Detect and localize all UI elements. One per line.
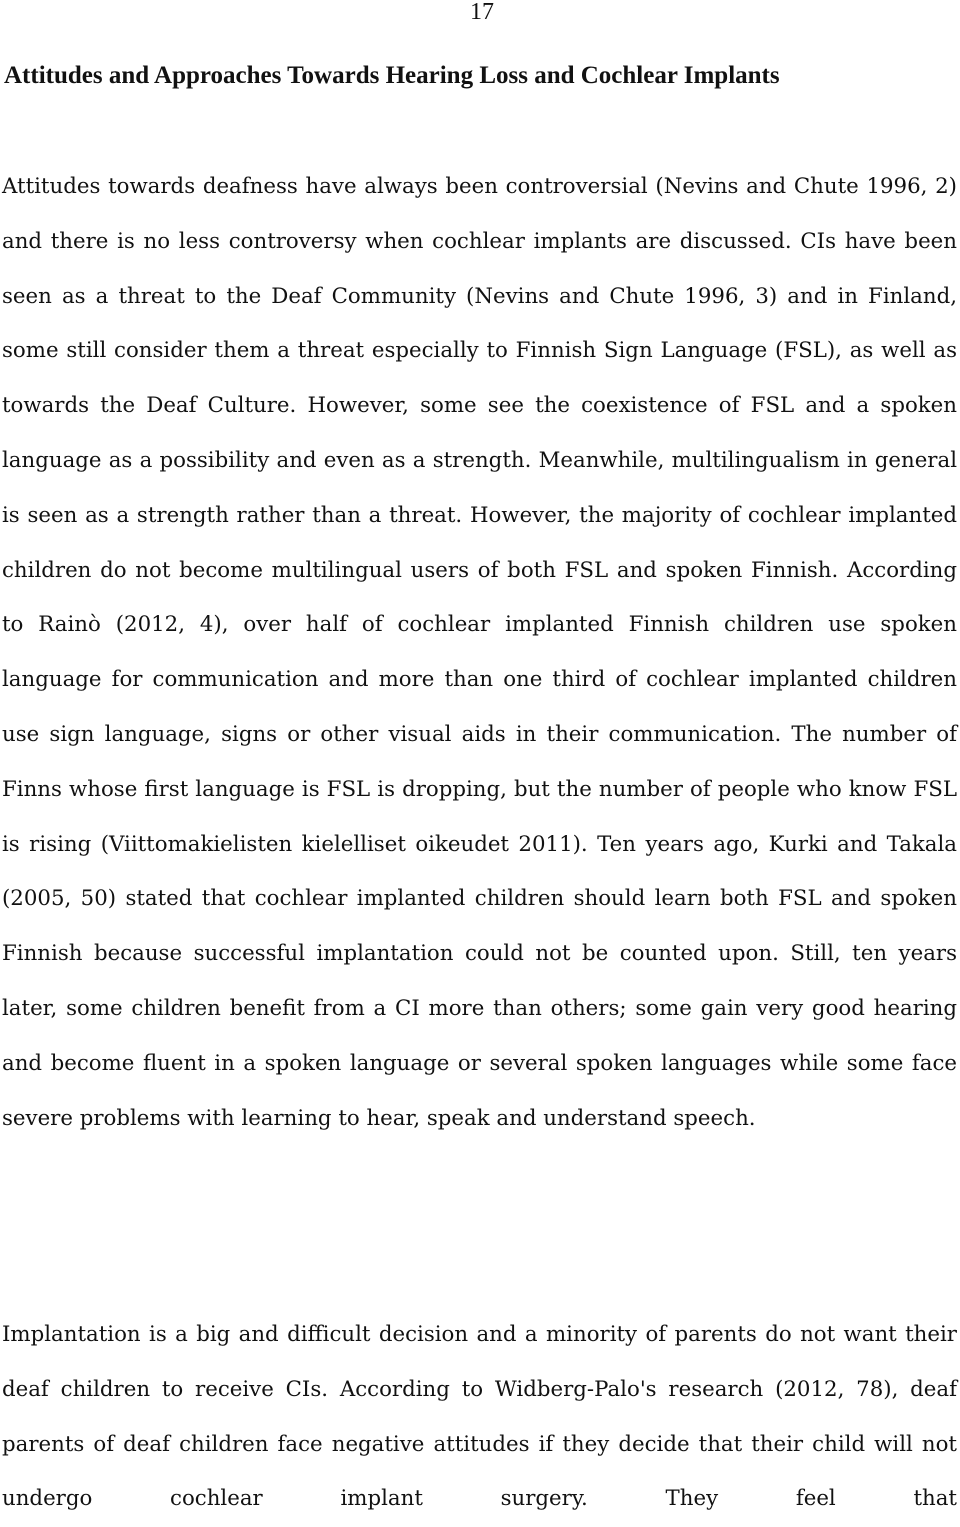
- page-number: 17: [470, 0, 494, 25]
- section-heading: Attitudes and Approaches Towards Hearing Loss and Cochlear Implants: [4, 62, 780, 89]
- paragraph: Attitudes towards deafness have always been controversial (Nevins and Chute 1996, 2) and there is no less controversy when cochlear implants are discussed. CIs have been seen as a threat to the Deaf Community (Nevins and Chute 1996, 3) and in Finland, some still consider them a threat especially to Finnish Sign Language (FSL), as well as towards the Deaf Culture. However, some see the coexistence of FSL and a spoken language as a possibility and even as a strength. Meanwhile, multilingualism in general is seen as a strength rather than a threat. However, the majority of cochlear implanted children do not become multilingual users of both FSL and spoken Finnish. According to Rainò (2012, 4), over half of cochlear implanted Finnish children use spoken language for communication and more than one third of cochlear implanted children use sign language, signs or other visual aids in their communication. The number of Finns whose first language is FSL is dropping, but the number of people who know FSL is rising (Viittomakielisten kielelliset oikeudet 2011). Ten years ago, Kurki and Takala (2005, 50) stated that cochlear implanted children should learn both FSL and spoken Finnish because successful implantation could not be counted upon. Still, ten years later, some children benefit from a CI more than others; some gain very good hearing and become fluent in a spoken language or several spoken languages while some face severe problems with learning to hear, speak and understand speech.: [2, 174, 957, 1131]
- paragraph: Implantation is a big and difficult decision and a minority of parents do not want their deaf children to receive CIs. According to Widberg-Palo's research (2012, 78), deaf parents of deaf children face negative attitudes if they decide that their child will not undergo cochlear implant surgery. They feel that: [2, 1322, 957, 1512]
